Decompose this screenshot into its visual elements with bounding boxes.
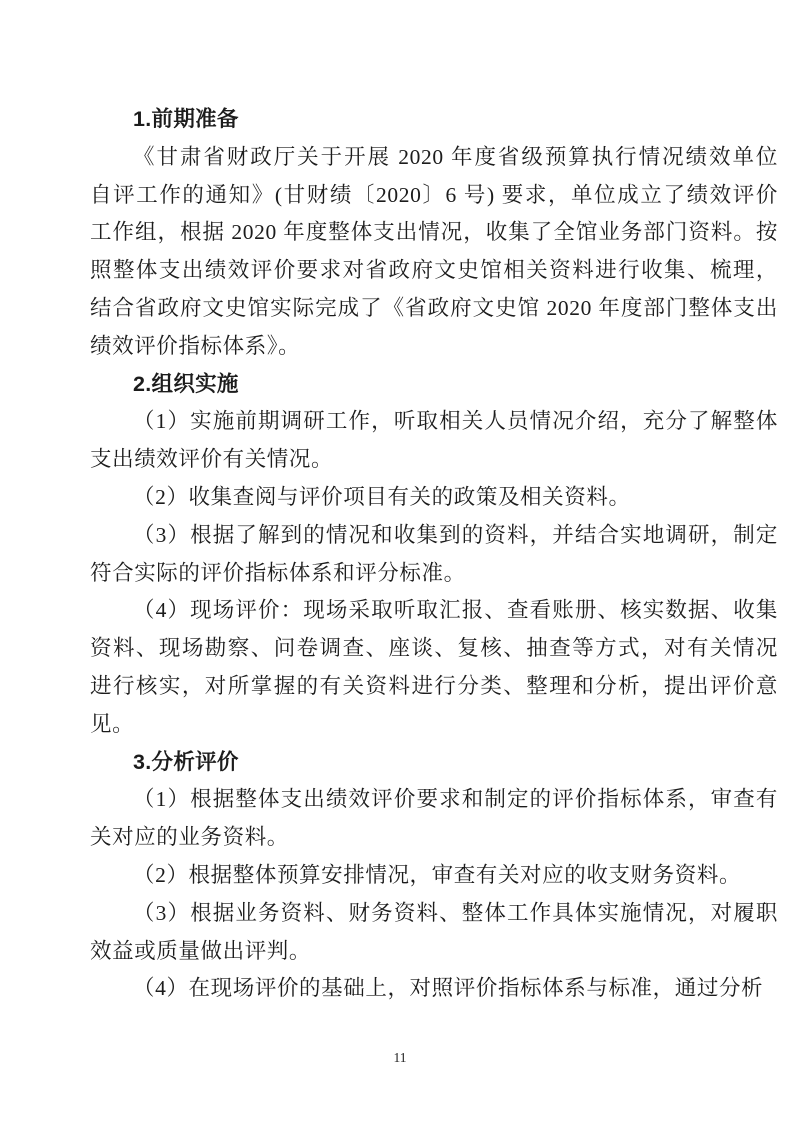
- paragraph-line: 《甘肃省财政厅关于开展 2020 年度省级预算执行情况绩效单位: [133, 144, 778, 169]
- paragraph-line: 关对应的业务资料。: [90, 825, 289, 850]
- section-heading: 3.分析评价: [133, 749, 239, 774]
- paragraph-line: 效益或质量做出评判。: [90, 938, 312, 963]
- paragraph-line: 见。: [90, 711, 135, 736]
- paragraph-line: 绩效评价指标体系》。: [90, 333, 301, 358]
- paragraph-line: 照整体支出绩效评价要求对省政府文史馆相关资料进行收集、梳理，: [90, 258, 778, 283]
- paragraph-line: 资料、现场勘察、问卷调查、座谈、复核、抽查等方式，对有关情况: [90, 636, 778, 661]
- paragraph-line: 符合实际的评价指标体系和评分标准。: [90, 560, 466, 585]
- paragraph-line: （2）根据整体预算安排情况，审查有关对应的收支财务资料。: [133, 862, 742, 887]
- paragraph-line: （1）实施前期调研工作，听取相关人员情况介绍，充分了解整体: [133, 409, 778, 434]
- paragraph-line: （3）根据业务资料、财务资料、整体工作具体实施情况，对履职: [133, 900, 778, 925]
- paragraph-line: （4）在现场评价的基础上，对照评价指标体系与标准，通过分析: [133, 976, 764, 1001]
- paragraph-line: （3）根据了解到的情况和收集到的资料，并结合实地调研，制定: [133, 522, 778, 547]
- paragraph-line: （1）根据整体支出绩效评价要求和制定的评价指标体系，审查有: [133, 787, 778, 812]
- paragraph-line: 工作组，根据 2020 年度整体支出情况，收集了全馆业务部门资料。按: [90, 220, 778, 245]
- paragraph-line: 结合省政府文史馆实际完成了《省政府文史馆 2020 年度部门整体支出: [90, 295, 778, 320]
- paragraph-line: （2）收集查阅与评价项目有关的政策及相关资料。: [133, 484, 631, 509]
- section-heading: 2.组织实施: [133, 371, 239, 396]
- paragraph-line: 支出绩效评价有关情况。: [90, 447, 334, 472]
- section-heading: 1.前期准备: [133, 107, 239, 131]
- document-content: [90, 101, 778, 1008]
- paragraph-line: 进行核实，对所掌握的有关资料进行分类、整理和分析，提出评价意: [90, 673, 778, 698]
- page-number: 11: [393, 1050, 407, 1065]
- paragraph-line: （4）现场评价：现场采取听取汇报、查看账册、核实数据、收集: [133, 598, 778, 623]
- paragraph-line: 自评工作的通知》(甘财绩〔2020〕6 号) 要求，单位成立了绩效评价: [90, 182, 778, 207]
